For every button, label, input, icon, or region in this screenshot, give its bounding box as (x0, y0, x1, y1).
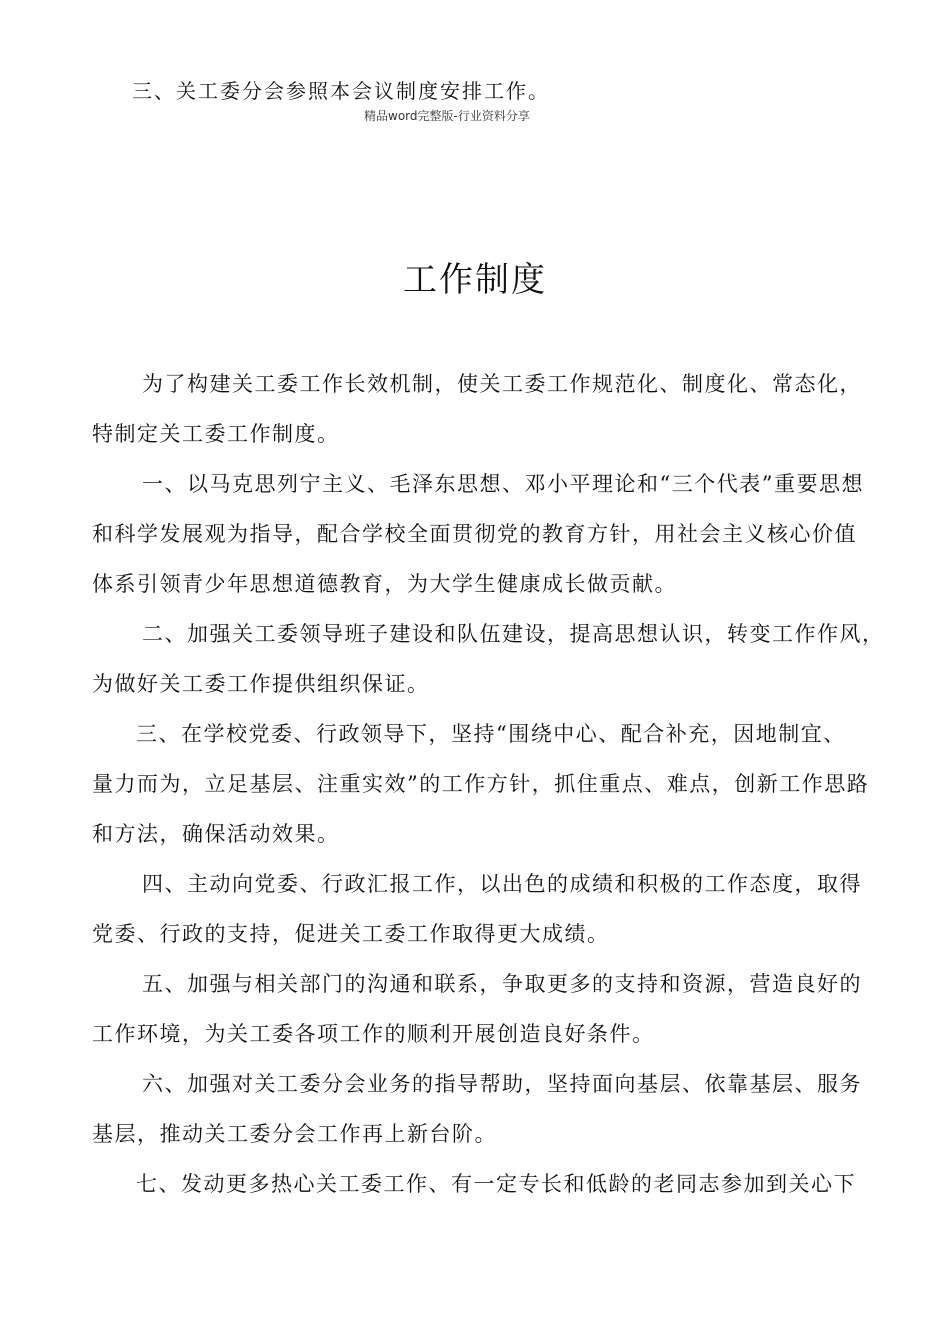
item-3-line-3: 和方法，确保活动效果。 (92, 822, 340, 846)
previous-section-last-line: 三、关工委分会参照本会议制度安排工作。 (132, 79, 550, 103)
item-6-line-1: 六、加强对关工委分会业务的指导帮助，坚持面向基层、依靠基层、服务 (142, 1072, 862, 1096)
intro-line-2: 特制定关工委工作制度。 (92, 422, 340, 446)
item-4-line-1: 四、主动向党委、行政汇报工作，以出色的成绩和积极的工作态度，取得 (142, 872, 862, 896)
item-3-line-2: 量力而为，立足基层、注重实效”的工作方针，抓住重点、难点，创新工作思路 (92, 772, 870, 796)
item-1-line-3: 体系引领青少年思想道德教育，为大学生健康成长做贡献。 (92, 572, 677, 596)
item-2-line-2: 为做好关工委工作提供组织保证。 (92, 672, 430, 696)
document-title: 工作制度 (403, 260, 547, 300)
item-1-line-1: 一、以马克思列宁主义、毛泽东思想、邓小平理论和“三个代表”重要思想 (142, 472, 864, 496)
watermark-text: 精品word完整版-行业资料分享 (364, 109, 530, 123)
item-3-line-1: 三、在学校党委、行政领导下，坚持“围绕中心、配合补充，因地制宜、 (136, 722, 846, 746)
item-2-line-1: 二、加强关工委领导班子建设和队伍建设，提高思想认识，转变工作作风， (142, 622, 885, 646)
intro-line-1: 为了构建关工委工作长效机制，使关工委工作规范化、制度化、常态化， (142, 372, 862, 396)
item-7-line-1: 七、发动更多热心关工委工作、有一定专长和低龄的老同志参加到关心下 (136, 1172, 856, 1196)
item-6-line-2: 基层，推动关工委分会工作再上新台阶。 (92, 1122, 497, 1146)
item-5-line-2: 工作环境，为关工委各项工作的顺利开展创造良好条件。 (92, 1022, 655, 1046)
item-1-line-2: 和科学发展观为指导，配合学校全面贯彻党的教育方针，用社会主义核心价值 (92, 522, 857, 546)
item-4-line-2: 党委、行政的支持，促进关工委工作取得更大成绩。 (92, 922, 610, 946)
item-5-line-1: 五、加强与相关部门的沟通和联系，争取更多的支持和资源，营造良好的 (142, 972, 862, 996)
